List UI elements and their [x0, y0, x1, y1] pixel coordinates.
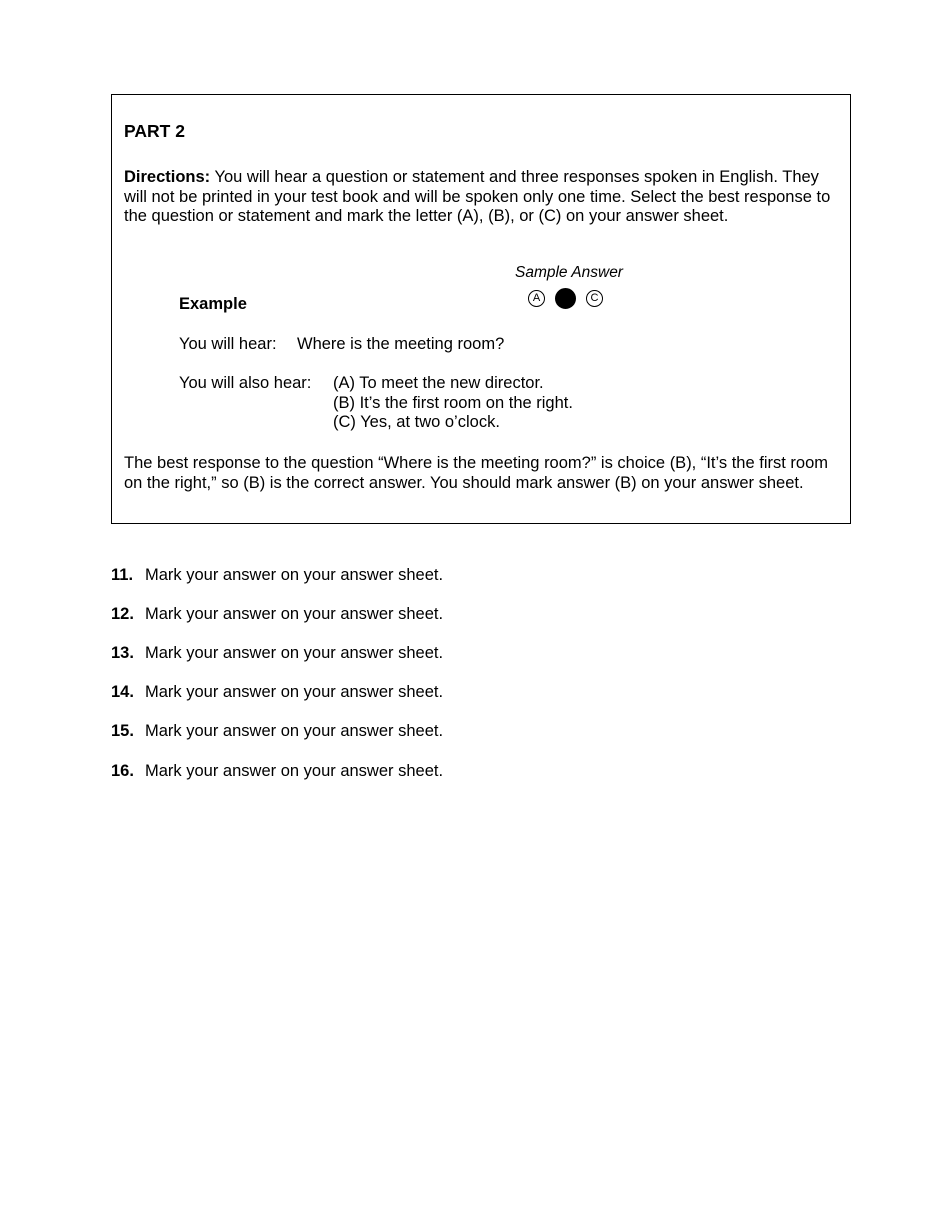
- question-number: 11.: [111, 566, 134, 584]
- hear-label: You will hear:: [179, 335, 277, 353]
- example-label: Example: [179, 295, 247, 313]
- part-title: PART 2: [124, 121, 185, 141]
- question-text: Mark your answer on your answer sheet.: [145, 644, 444, 662]
- question-item: [111, 605, 443, 624]
- explanation-paragraph: The best response to the question “Where is the meeting room?” is choice (B), “It’s the first room on the right,” so (B) is the correct answer. You should mark answer (B) on your answer sheet.: [124, 454, 828, 492]
- sample-answer-bubbles: [528, 290, 603, 309]
- question-number: 15.: [111, 722, 134, 740]
- example-question: Where is the meeting room?: [297, 335, 505, 353]
- directions-paragraph: [124, 168, 836, 227]
- question-text: Mark your answer on your answer sheet.: [145, 722, 444, 740]
- option-a: (A) To meet the new director.: [333, 374, 544, 392]
- question-text: Mark your answer on your answer sheet.: [145, 762, 444, 780]
- question-item: [111, 566, 443, 585]
- question-number: 12.: [111, 605, 134, 623]
- sample-answer-label: Sample Answer: [515, 264, 623, 281]
- question-number: 16.: [111, 762, 134, 780]
- directions-label: Directions:: [124, 168, 211, 186]
- bubble-b-filled-icon: [555, 288, 576, 309]
- question-text: Mark your answer on your answer sheet.: [145, 605, 444, 623]
- directions-box: [111, 94, 851, 524]
- directions-text: You will hear a question or statement and three responses spoken in English. They will not be printed in your test book and will be spoken only one time. Select the best response to the question or statement and mark the letter (A), (B), or (C) on your answer sheet.: [124, 168, 831, 226]
- also-hear-label: You will also hear:: [179, 374, 312, 392]
- question-text: Mark your answer on your answer sheet.: [145, 566, 444, 584]
- question-item: [111, 644, 443, 663]
- bubble-a-icon: A: [528, 290, 545, 307]
- question-item: [111, 722, 443, 741]
- question-text: Mark your answer on your answer sheet.: [145, 683, 444, 701]
- question-item: [111, 762, 443, 781]
- question-number: 13.: [111, 644, 134, 662]
- question-number: 14.: [111, 683, 134, 701]
- option-b: (B) It’s the first room on the right.: [333, 394, 573, 412]
- question-item: [111, 683, 443, 702]
- bubble-c-icon: C: [586, 290, 603, 307]
- option-c: (C) Yes, at two o’clock.: [333, 413, 500, 431]
